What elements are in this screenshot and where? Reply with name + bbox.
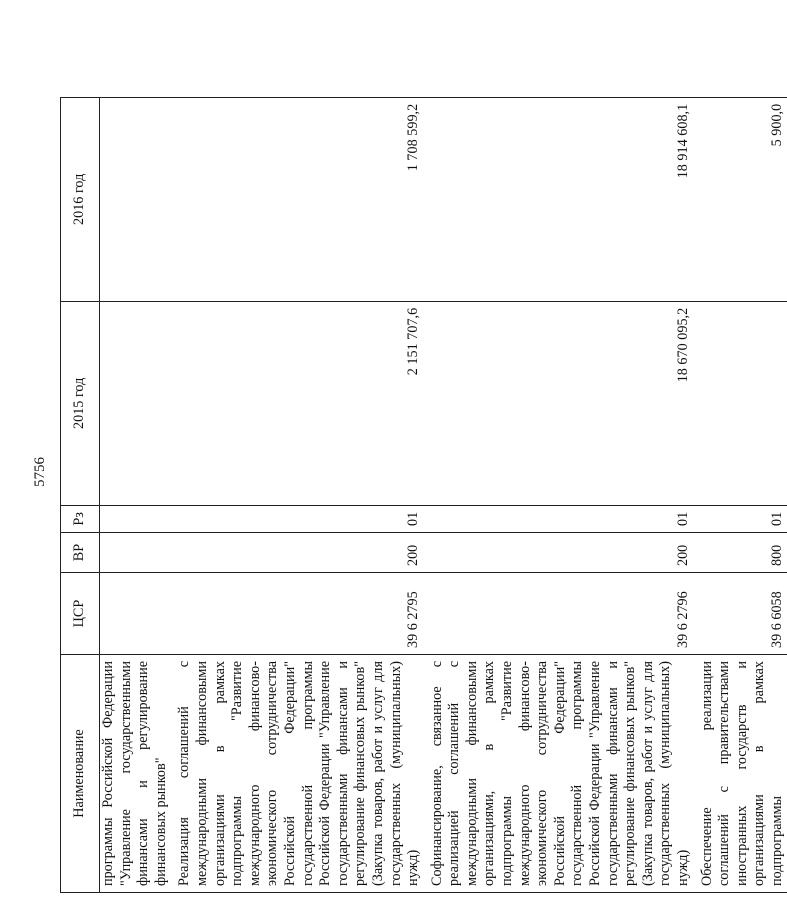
table-row [423,97,693,892]
row-csr: 39 6 6058 [693,573,787,655]
row-vr: 200 [423,533,693,573]
header-vr: ВР [61,533,100,573]
table-row [170,97,422,892]
row-2015: 18 670 095,2 [423,301,693,505]
row-name: Реализация соглашений с международными финансовыми организациями в рамках подпрограммы "Развитие международного финансово-экономического сотрудничества Российской Федерации" государственной программы Российской Федерации "Управление государственными финансами и регулирование финансовых рынков" (Закупка товаров, работ и услуг для государственных (муниципальных) нужд) [170,655,422,893]
row-2016: 1 708 599,2 [170,97,422,301]
row-2016 [100,97,171,301]
header-rz: Рз [61,505,100,532]
row-name: Обеспечение реализации соглашений с правительствами иностранных государств и организациями в рамках подпрограммы [693,655,787,893]
row-vr [100,533,171,573]
budget-table [60,97,787,893]
table-row [100,97,171,892]
row-rz: 01 [423,505,693,532]
row-vr: 200 [170,533,422,573]
row-2015: 2 151 707,6 [170,301,422,505]
row-csr: 39 6 2796 [423,573,693,655]
row-rz [100,505,171,532]
row-rz: 01 [170,505,422,532]
row-2015 [693,301,787,505]
row-csr: 39 6 2795 [170,573,422,655]
table-row [693,97,787,892]
header-2015: 2015 год [61,301,100,505]
row-2015 [100,301,171,505]
header-name: Наименование [61,655,100,893]
row-rz: 01 [693,505,787,532]
header-2016: 2016 год [61,97,100,301]
row-2016: 5 900,0 [693,97,787,301]
row-name: Софинансирование, связанное с реализацией соглашений с международными финансовыми организациями, в рамках подпрограммы "Развитие международного финансово-экономического сотрудничества Российской Федерации" государственной программы Российской Федерации "Управление государственными финансами и регулирование финансовых рынков" (Закупка товаров, работ и услуг для государственных (муниципальных) нужд) [423,655,693,893]
page-number: 5756 [32,457,48,487]
row-name: программы Российской Федерации "Управление государственными финансами и регулирование финансовых рынков" [100,655,171,893]
table-header-row [61,97,100,892]
row-vr: 800 [693,533,787,573]
row-2016: 18 914 608,1 [423,97,693,301]
header-csr: ЦСР [61,573,100,655]
row-csr [100,573,171,655]
